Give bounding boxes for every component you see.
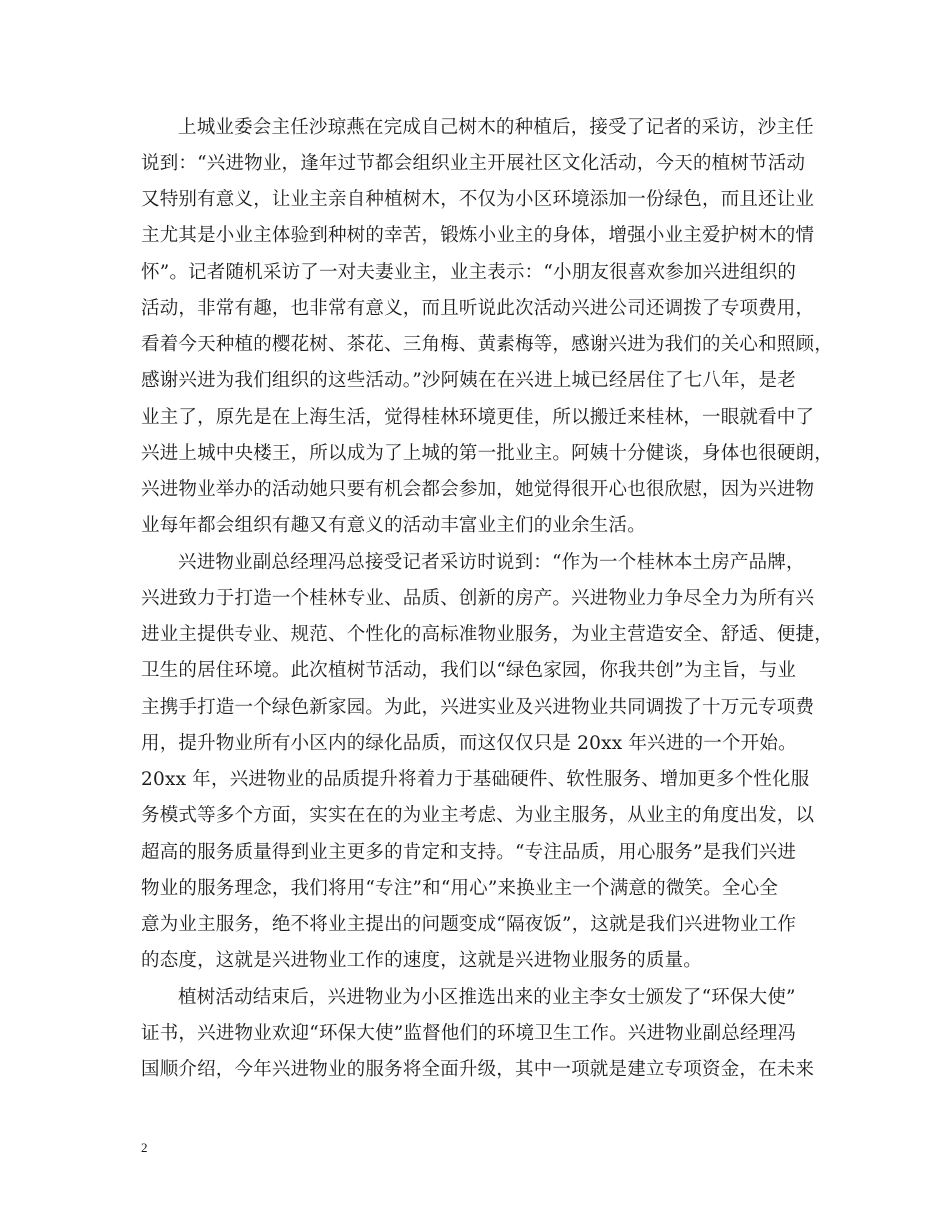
paragraph-1-line-5: 怀”。记者随机采访了一对夫妻业主，业主表示：“小朋友很喜欢参加兴进组织的 [141,262,797,283]
paragraph-2-line-11: 意为业主服务，绝不将业主提出的问题变成“隔夜饭”，这就是我们兴进物业工作 [141,914,797,935]
paragraph-1-line-12: 业每年都会组织有趣又有意义的活动丰富业主们的业余生活。 [141,515,646,536]
paragraph-1-line-4: 主尤其是小业主体验到种树的幸苦，锻炼小业主的身体，增强小业主爱护树木的情 [141,225,815,246]
paragraph-1-line-7: 看着今天种植的樱花树、茶花、三角梅、黄素梅等，感谢兴进为我们的关心和照顾， [141,334,833,355]
paragraph-3-line-3: 国顺介绍，今年兴进物业的服务将全面升级，其中一项就是建立专项资金，在未来 [141,1059,815,1080]
paragraph-3-line-2: 证书，兴进物业欢迎“环保大使”监督他们的环境卫生工作。兴进物业副总经理冯 [141,1023,797,1044]
paragraph-1-line-8: 感谢兴进为我们组织的这些活动。”沙阿姨在在兴进上城已经居住了七八年，是老 [141,370,796,391]
page-number: 2 [141,1140,148,1155]
paragraph-2-line-12: 的态度，这就是兴进物业工作的速度，这就是兴进物业服务的质量。 [141,950,703,971]
paragraph-2-line-2: 兴进致力于打造一个桂林专业、品质、创新的房产。兴进物业力争尽全力为所有兴 [141,588,815,609]
paragraph-2-line-4: 卫生的居住环境。此次植树节活动，我们以“绿色家园，你我共创”为主旨，与业 [141,660,797,681]
paragraph-1-line-1: 上城业委会主任沙琼燕在完成自己树木的种植后，接受了记者的采访，沙主任 [178,117,814,138]
paragraph-2-line-7: 20xx 年，兴进物业的品质提升将着力于基础硬件、软性服务、增加更多个性化服 [141,769,810,790]
paragraph-2-line-8: 务模式等多个方面，实实在在的为业主考虑、为业主服务，从业主的角度出发，以 [141,805,815,826]
paragraph-2-line-1: 兴进物业副总经理冯总接受记者采访时说到：“作为一个桂林本土房产品牌， [178,552,805,573]
paragraph-2-line-6: 用，提升物业所有小区内的绿化品质，而这仅仅只是 20xx 年兴进的一个开始。 [141,733,797,754]
paragraph-1-line-6: 活动，非常有趣，也非常有意义，而且听说此次活动兴进公司还调拨了专项费用， [141,298,815,319]
paragraph-2-line-9: 超高的服务质量得到业主更多的肯定和支持。“专注品质，用心服务”是我们兴进 [141,842,797,863]
paragraph-2-line-5: 主携手打造一个绿色新家园。为此，兴进实业及兴进物业共同调拨了十万元专项费 [141,697,815,718]
paragraph-2-line-3: 进业主提供专业、规范、个性化的高标准物业服务，为业主营造安全、舒适、便捷， [141,624,833,645]
paragraph-3-line-1: 植树活动结束后，兴进物业为小区推选出来的业主李女士颁发了“环保大使” [178,987,796,1008]
paragraph-1-line-9: 业主了，原先是在上海生活，觉得桂林环境更佳，所以搬迁来桂林，一眼就看中了 [141,407,815,428]
paragraph-1-line-10: 兴进上城中央楼王，所以成为了上城的第一批业主。阿姨十分健谈，身体也很硬朗， [141,443,833,464]
paragraph-1-line-2: 说到：“兴进物业，逢年过节都会组织业主开展社区文化活动，今天的植树节活动 [141,153,806,174]
paragraph-2-line-10: 物业的服务理念，我们将用“专注”和“用心”来换业主一个满意的微笑。全心全 [141,878,779,899]
paragraph-1-line-3: 又特别有意义，让业主亲自种植树木，不仅为小区环境添加一份绿色，而且还让业 [141,189,815,210]
paragraph-1-line-11: 兴进物业举办的活动她只要有机会都会参加，她觉得很开心也很欣慰，因为兴进物 [141,479,815,500]
